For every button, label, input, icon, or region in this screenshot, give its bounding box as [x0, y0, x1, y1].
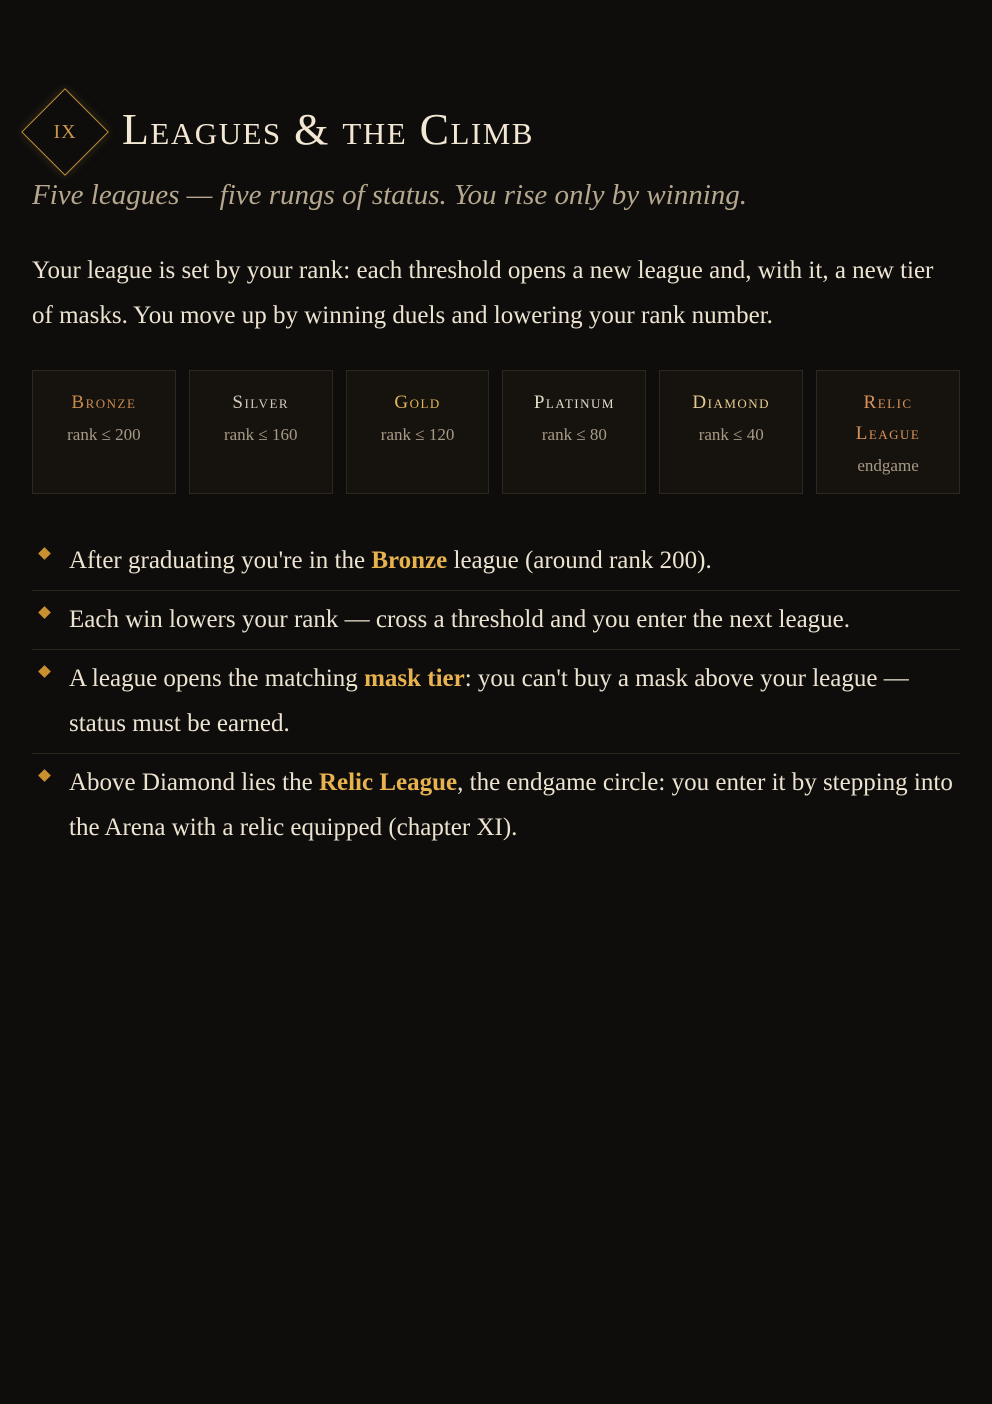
league-notes-list [32, 532, 960, 857]
note-text: , the endgame circle: you enter it by stepping into the Arena with a relic equipped (chapter XI). [69, 769, 953, 841]
league-card-gold [346, 370, 490, 494]
diamond-bullet-icon [38, 606, 51, 619]
note-text: A league opens the matching [69, 665, 365, 692]
chapter-section [32, 84, 960, 857]
diamond-bullet-icon [38, 769, 51, 782]
league-rank: rank ≤ 120 [380, 425, 455, 444]
league-card-silver [189, 370, 333, 494]
league-rank: rank ≤ 160 [223, 425, 298, 444]
note-highlight: Bronze [371, 547, 448, 574]
chapter-badge [21, 88, 109, 176]
note-highlight: Relic League [318, 769, 458, 796]
league-name: Gold [394, 392, 441, 413]
league-rank: rank ≤ 80 [541, 425, 607, 444]
league-card-platinum [502, 370, 646, 494]
list-item [32, 591, 960, 650]
diamond-bullet-icon [38, 665, 51, 678]
chapter-title: Leagues & the Climb [122, 105, 534, 154]
league-name: Platinum [533, 392, 615, 413]
intro-paragraph: Your league is set by your rank: each threshold opens a new league and, with it, a new tier of masks. You move up by winning duels and lowering your rank number. [32, 257, 934, 329]
league-card-diamond [659, 370, 803, 494]
list-item [32, 754, 960, 857]
league-rank: endgame [857, 456, 919, 475]
list-item [32, 532, 960, 591]
league-card-bronze [32, 370, 176, 494]
diamond-bullet-icon [38, 547, 51, 560]
league-cards [32, 370, 960, 494]
league-card-relic [816, 370, 960, 494]
league-name: Relic League [855, 392, 921, 444]
note-text: Each win lowers your rank — cross a threshold and you enter the next league. [69, 606, 851, 633]
league-rank: rank ≤ 40 [698, 425, 764, 444]
list-item [32, 650, 960, 754]
league-rank: rank ≤ 200 [67, 425, 141, 444]
league-name: Diamond [692, 392, 771, 413]
chapter-subtitle: Five leagues — five rungs of status. You rise only by winning. [32, 179, 748, 211]
chapter-header [32, 84, 960, 180]
note-text: Above Diamond lies the [69, 769, 319, 796]
league-name: Bronze [71, 392, 137, 413]
note-text: league (around rank 200). [447, 547, 712, 574]
note-highlight: mask tier [364, 665, 465, 692]
note-text: After graduating you're in the [69, 547, 372, 574]
note-text: : you can't buy a mask above your league — status must be earned. [69, 665, 909, 737]
league-name: Silver [232, 392, 290, 413]
chapter-numeral: IX [53, 121, 77, 143]
